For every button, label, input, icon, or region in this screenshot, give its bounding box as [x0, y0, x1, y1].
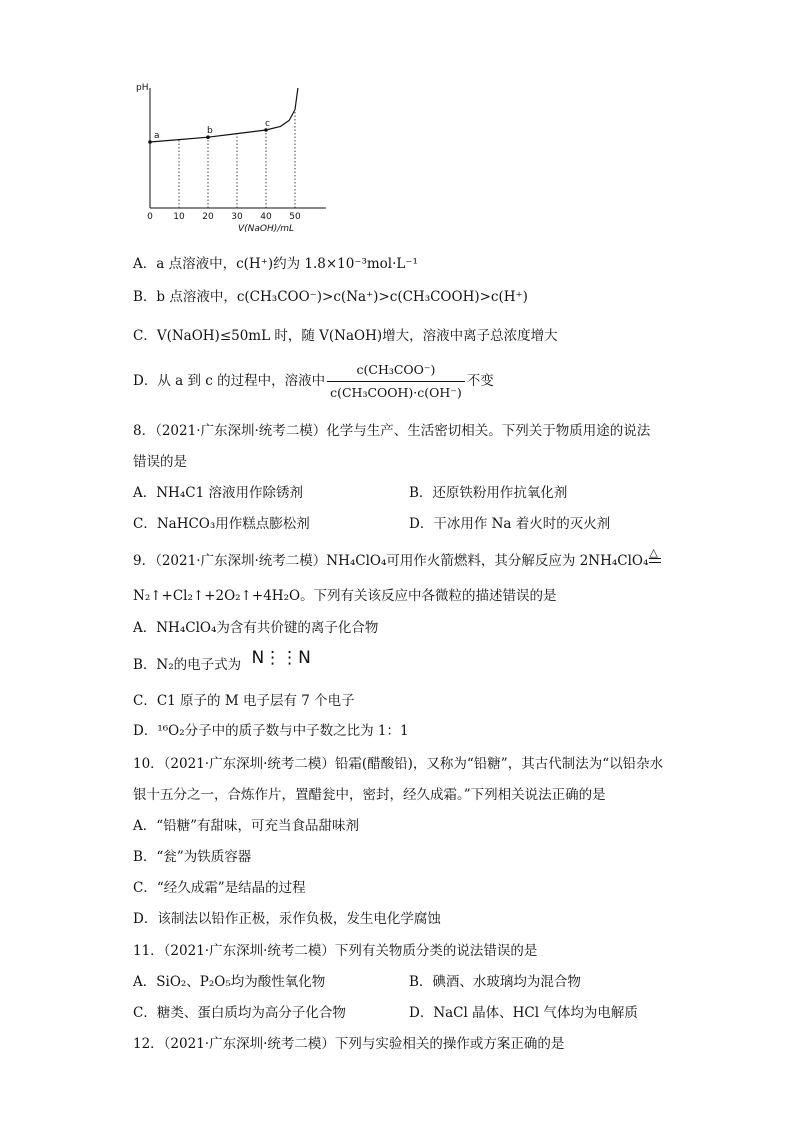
- q7-option-b: [133, 288, 528, 306]
- point-label-b: b: [207, 126, 213, 137]
- q8-stem-line1: 8．（2021·广东深圳·统考二模）化学与生产、生活密切相关。下列关于物质用途的说法: [133, 423, 651, 439]
- q11-option-c: C．糖类、蛋白质均为高分子化合物: [133, 1005, 346, 1021]
- q11-option-d: D．NaCl 晶体、HCl 气体均为电解质: [409, 1005, 638, 1021]
- q10-stem-line2: 银十五分之一，合炼作片，置醋瓮中，密封，经久成霜。”下列相关说法正确的是: [133, 787, 606, 803]
- point-label-a: a: [154, 131, 160, 141]
- x-tick-label: 20: [202, 212, 214, 222]
- q10-option-d: D．该制法以铅作正极，汞作负极，发生电化学腐蚀: [133, 911, 441, 927]
- q7-option-a: A．a 点溶液中，c(H⁺)约为 1.8×10⁻³mol·L⁻¹: [133, 256, 418, 272]
- point-label-c: c: [265, 119, 270, 129]
- y-axis-label: pH: [136, 83, 149, 93]
- x-tick-label: 40: [260, 212, 272, 222]
- point-a: [148, 140, 152, 144]
- q11-stem: 11．（2021·广东深圳·统考二模）下列有关物质分类的说法错误的是: [133, 943, 538, 959]
- q9-stem-line1: [133, 546, 662, 570]
- q10-option-a: A．“铅糖”有甜味，可充当食品甜味剂: [133, 818, 360, 834]
- titration-chart: [130, 78, 330, 238]
- n2-electron-formula: N⋮⋮N: [251, 648, 311, 668]
- titration-curve: [150, 88, 298, 142]
- x-tick-label: 30: [231, 212, 243, 222]
- q9-option-c: C．C1 原子的 M 电子层有 7 个电子: [133, 693, 355, 709]
- q7-option-d: [133, 358, 494, 404]
- q10-option-c: C．“经久成霜”是结晶的过程: [133, 880, 306, 896]
- q10-option-b: B．“瓮”为铁质容器: [133, 849, 252, 865]
- x-tick-label: 50: [289, 212, 301, 222]
- reaction-arrow: [648, 546, 662, 570]
- q8-stem-line2: 错误的是: [133, 454, 187, 470]
- fraction-numerator: c(CH₃COO⁻): [327, 361, 465, 382]
- q7-option-d-suffix: 不变: [466, 373, 494, 389]
- q9-stem-line2: N₂↑+Cl₂↑+2O₂↑+4H₂O。下列有关该反应中各微粒的描述错误的是: [133, 588, 557, 604]
- x-tick-label: 0: [147, 212, 153, 222]
- q8-option-d: D．干冰用作 Na 着火时的灭火剂: [409, 516, 611, 532]
- q9-stem-text: 9．（2021·广东深圳·统考二模）NH₄ClO₄可用作火箭燃料，其分解反应为 2NH₄ClO₄: [133, 553, 649, 569]
- q9-option-b-prefix: B．N₂的电子式为: [133, 657, 242, 673]
- equals-sign: [649, 558, 661, 563]
- q7-option-c: C．V(NaOH)≤50mL 时，随 V(NaOH)增大，溶液中离子总浓度增大: [133, 328, 558, 344]
- q7-option-d-prefix: D．从 a 到 c 的过程中，溶液中: [133, 373, 326, 389]
- q7-option-b-prefix: B．b 点溶液中，: [133, 289, 237, 305]
- q11-option-a: A．SiO₂、P₂O₅均为酸性氧化物: [133, 974, 326, 990]
- q7-option-d-fraction: [327, 361, 465, 402]
- delta-symbol: △: [649, 546, 658, 559]
- fraction-denominator: c(CH₃COOH)·c(OH⁻): [330, 385, 462, 400]
- q11-option-b: B．碘酒、水玻璃均为混合物: [409, 974, 581, 990]
- q9-option-d: D．¹⁶O₂分子中的质子数与中子数之比为 1：1: [133, 723, 409, 739]
- q10-stem-line1: 10．（2021·广东深圳·统考二模）铅霜(醋酸铅)，又称为“铅糖”，其古代制法为“以铅杂水: [133, 756, 664, 772]
- q9-option-b: [133, 648, 311, 676]
- q8-option-c: C．NaHCO₃用作糕点膨松剂: [133, 516, 310, 532]
- q8-option-a: A．NH₄C1 溶液用作除锈剂: [133, 485, 303, 501]
- q8-option-b: B．还原铁粉用作抗氧化剂: [409, 485, 568, 501]
- x-axis-label: V(NaOH)/mL: [237, 224, 295, 234]
- q9-option-a: A．NH₄ClO₄为含有共价键的离子化合物: [133, 620, 379, 636]
- x-tick-label: 10: [173, 212, 185, 222]
- q12-stem: 12．（2021·广东深圳·统考二模）下列与实验相关的操作或方案正确的是: [133, 1036, 565, 1052]
- q7-option-b-expression: c(CH₃COO⁻)>c(Na⁺)>c(CH₃COOH)>c(H⁺): [236, 289, 528, 305]
